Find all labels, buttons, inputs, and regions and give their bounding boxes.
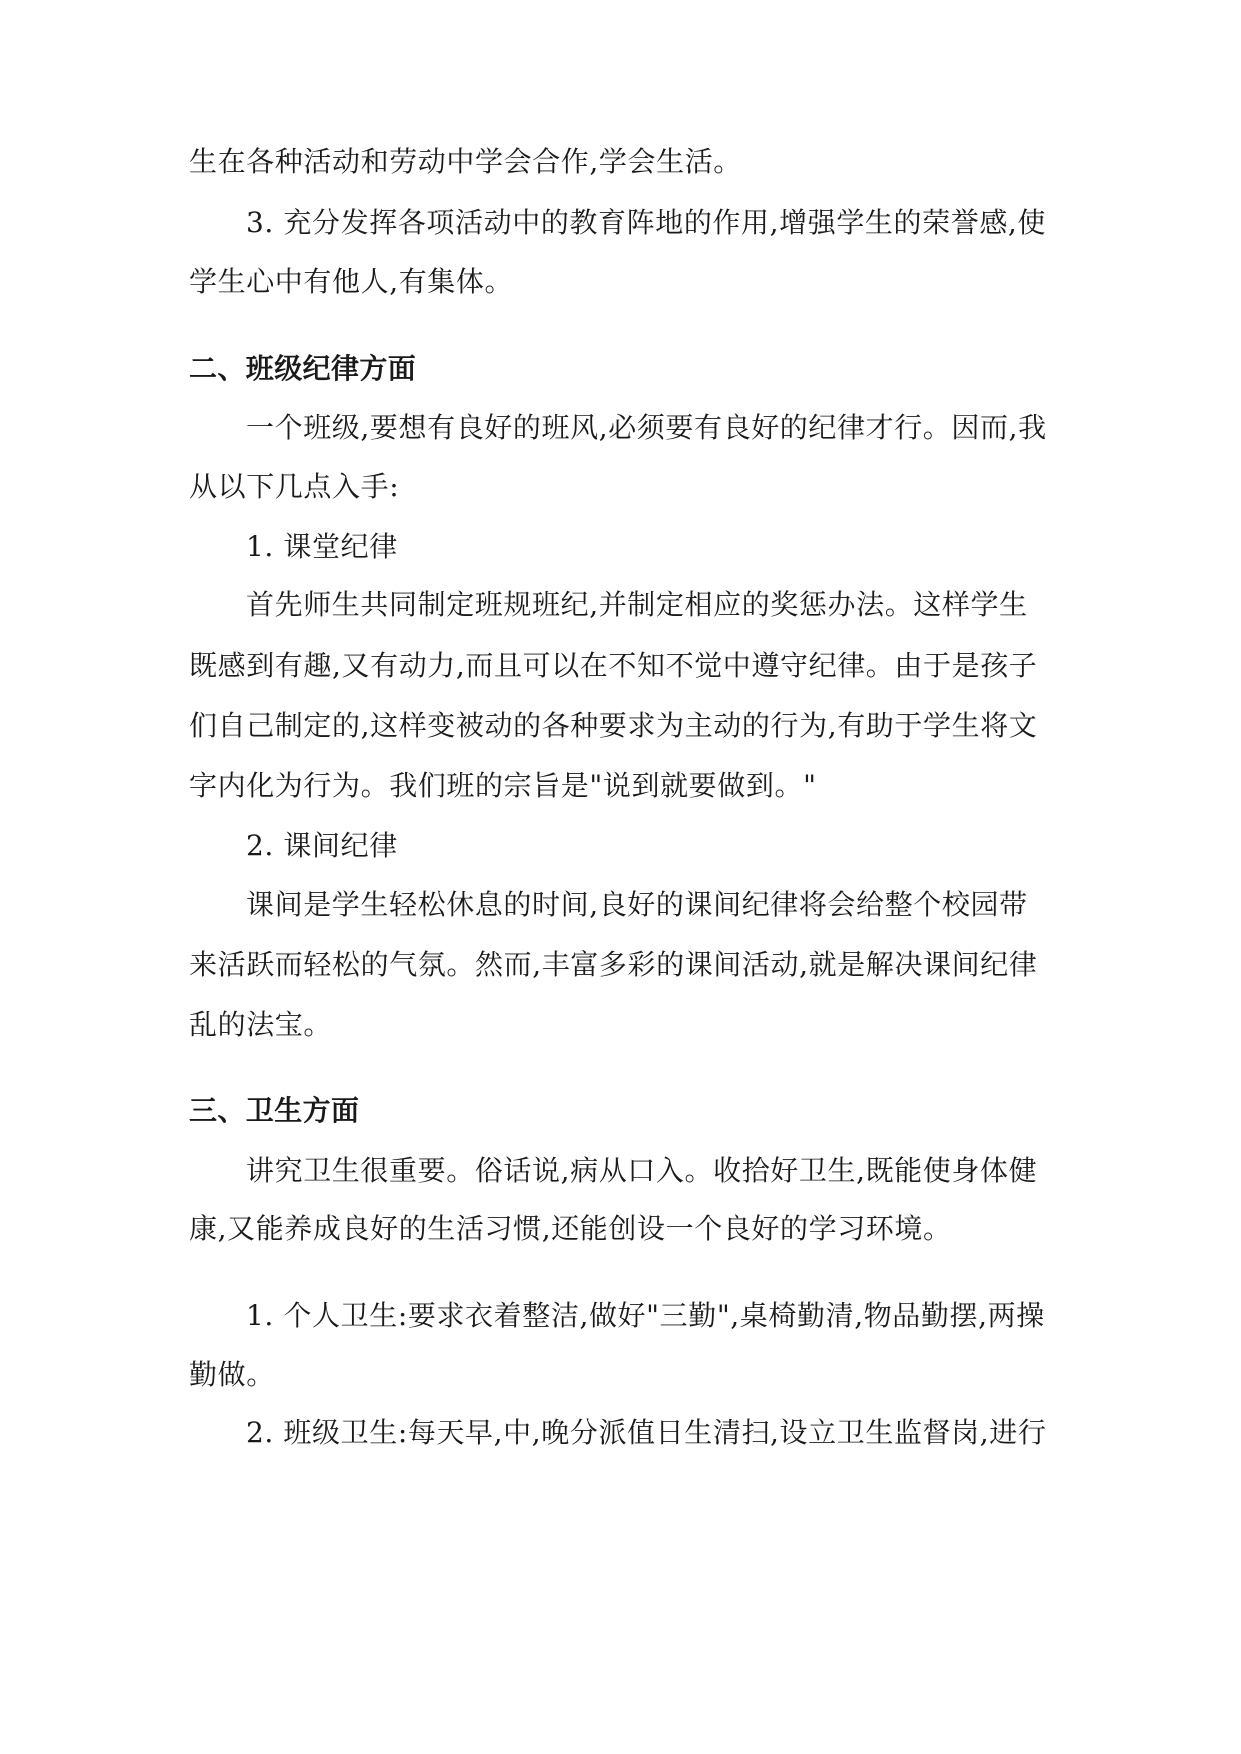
paragraph-line: 从以下几点入手: [189,470,400,503]
paragraph-line: 讲究卫生很重要。俗话说,病从口入。收拾好卫生,既能使身体健 [246,1154,1038,1187]
paragraph-line: 乱的法宝。 [189,1008,333,1041]
paragraph-line: 一个班级,要想有良好的班风,必须要有良好的纪律才行。因而,我 [246,411,1047,444]
paragraph-line: 2. 班级卫生:每天早,中,晚分派值日生清扫,设立卫生监督岗,进行 [246,1416,1047,1449]
paragraph-line: 1. 个人卫生:要求衣着整洁,做好"三勤",桌椅勤清,物品勤摆,两操 [246,1299,1045,1332]
section-heading: 三、卫生方面 [189,1094,360,1127]
paragraph-line: 勤做。 [189,1358,275,1391]
paragraph-line: 学生心中有他人,有集体。 [189,265,514,298]
subheading: 1. 课堂纪律 [246,530,398,563]
paragraph-line: 既感到有趣,又有动力,而且可以在不知不觉中遵守纪律。由于是孩子 [189,649,1038,682]
paragraph-line: 来活跃而轻松的气氛。然而,丰富多彩的课间活动,就是解决课间纪律 [189,948,1038,981]
paragraph-line: 课间是学生轻松休息的时间,良好的课间纪律将会给整个校园带 [246,888,1028,921]
section-heading: 二、班级纪律方面 [189,352,417,385]
paragraph-line: 3. 充分发挥各项活动中的教育阵地的作用,增强学生的荣誉感,使 [246,206,1047,239]
subheading: 2. 课间纪律 [246,829,398,862]
paragraph-line: 们自己制定的,这样变被动的各种要求为主动的行为,有助于学生将文 [189,709,1038,742]
paragraph-line: 首先师生共同制定班规班纪,并制定相应的奖惩办法。这样学生 [246,588,1028,621]
paragraph-line: 康,又能养成良好的生活习惯,还能创设一个良好的学习环境。 [189,1212,952,1245]
paragraph-line: 生在各种活动和劳动中学会合作,学会生活。 [189,145,742,178]
paragraph-line: 字内化为行为。我们班的宗旨是"说到就要做到。" [189,769,817,802]
